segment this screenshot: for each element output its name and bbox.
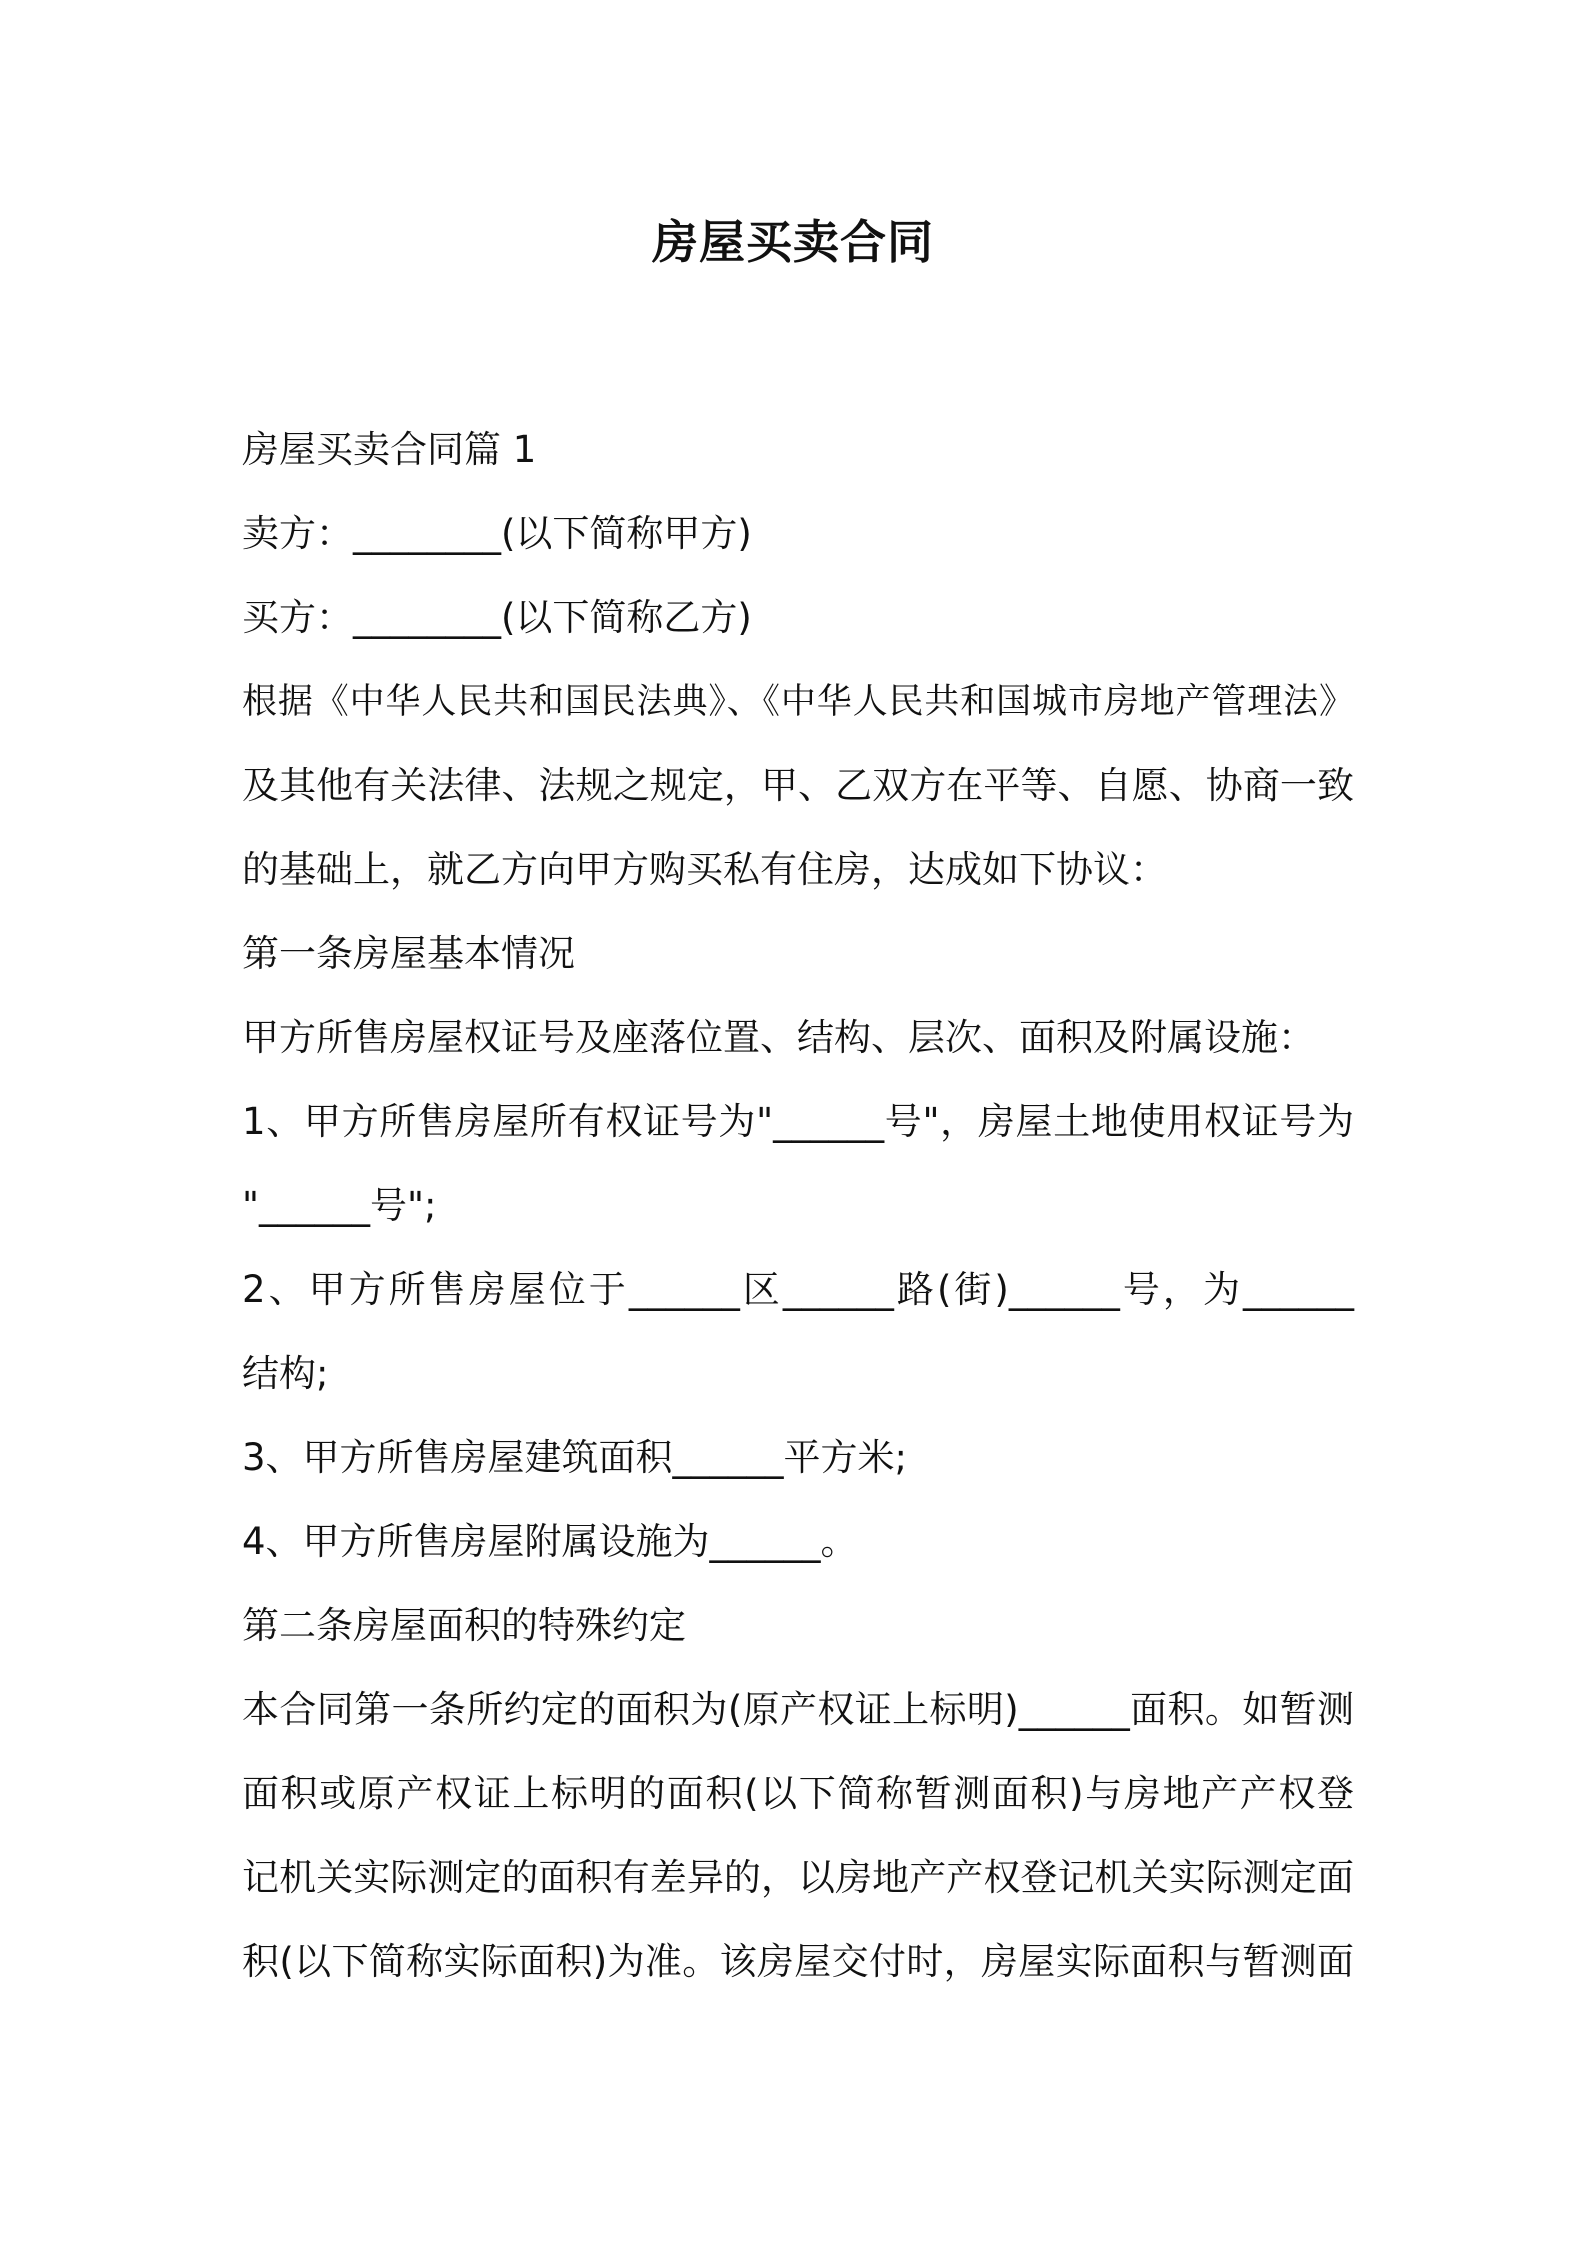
paragraph-line: 3、甲方所售房屋建筑面积______平方米;: [242, 1436, 908, 1479]
paragraph-line: 面积或原产权证上标明的面积(以下简称暂测面积)与房地产产权登: [242, 1772, 1354, 1815]
article-heading: 第二条房屋面积的特殊约定: [242, 1604, 686, 1647]
paragraph-line: 1、甲方所售房屋所有权证号为"______号"，房屋土地使用权证号为: [242, 1100, 1354, 1143]
seller-line: 卖方：________(以下简称甲方): [242, 512, 752, 555]
paragraph-line: 根据《中华人民共和国民法典》、《中华人民共和国城市房地产管理法》: [242, 682, 1354, 722]
paragraph-line: 积(以下简称实际面积)为准。该房屋交付时，房屋实际面积与暂测面: [242, 1940, 1354, 1983]
paragraph-line: 2、甲方所售房屋位于______区______路(街)______号，为______: [242, 1268, 1354, 1311]
paragraph-line: 甲方所售房屋权证号及座落位置、结构、层次、面积及附属设施：: [242, 1016, 1315, 1059]
paragraph-line: 及其他有关法律、法规之规定，甲、乙双方在平等、自愿、协商一致: [242, 764, 1354, 807]
paragraph-line: 记机关实际测定的面积有差异的，以房地产产权登记机关实际测定面: [242, 1856, 1354, 1899]
document-title: 房屋买卖合同: [652, 215, 934, 269]
buyer-line: 买方：________(以下简称乙方): [242, 596, 752, 639]
paragraph-line: "______号";: [242, 1184, 437, 1227]
paragraph-line: 本合同第一条所约定的面积为(原产权证上标明)______面积。如暂测: [242, 1688, 1354, 1731]
paragraph-line: 4、甲方所售房屋附属设施为______。: [242, 1520, 858, 1563]
article-heading: 第一条房屋基本情况: [242, 932, 575, 975]
paragraph-line: 的基础上，就乙方向甲方购买私有住房，达成如下协议：: [242, 848, 1167, 891]
document-body: [242, 408, 1354, 2004]
section-heading: 房屋买卖合同篇 1: [242, 428, 537, 471]
paragraph-line: 结构;: [242, 1352, 329, 1395]
